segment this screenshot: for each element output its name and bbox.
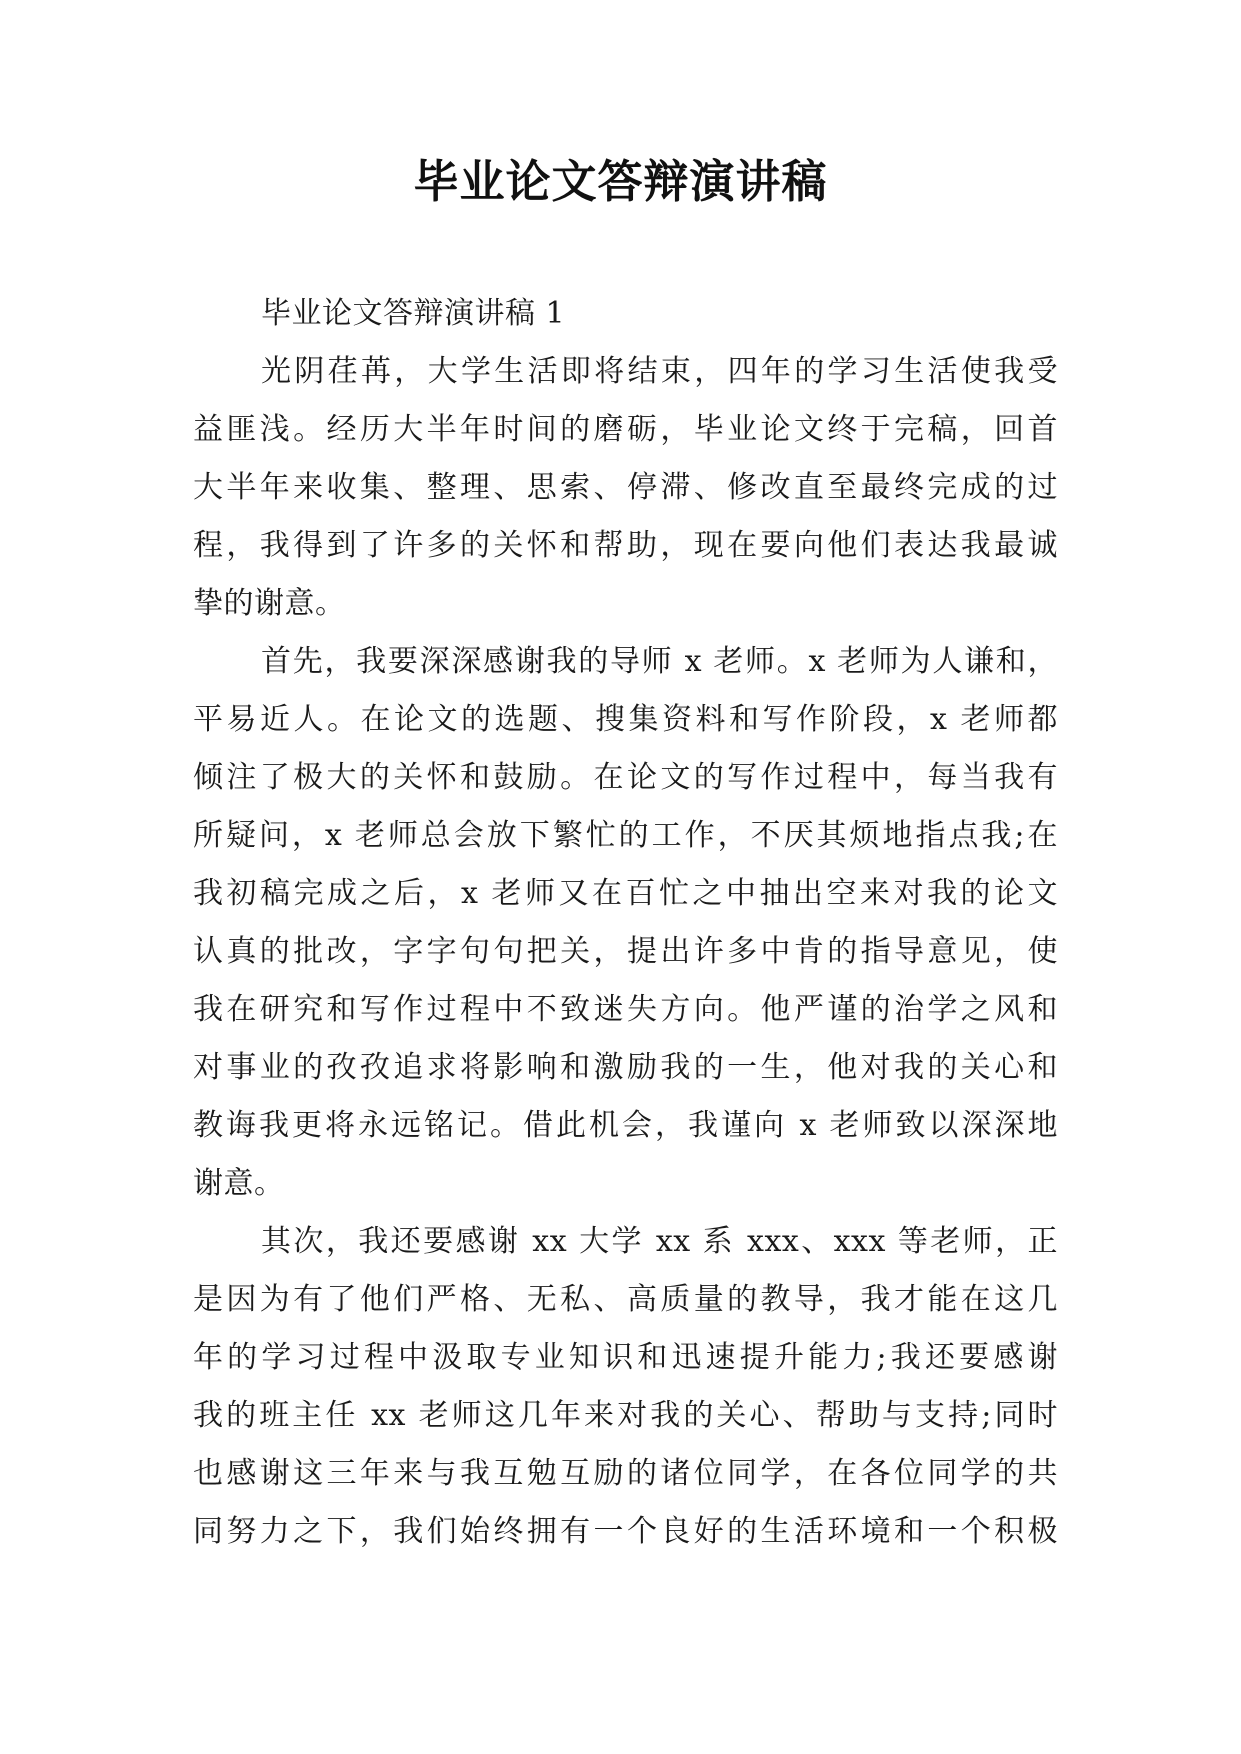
section-heading: 毕业论文答辩演讲稿 1 [261,296,566,331]
paragraph-line: 教诲我更将永远铭记。借此机会，我谨向 x 老师致以深深地 [193,1108,1058,1143]
paragraph-line: 首先，我要深深感谢我的导师 x 老师。x 老师为人谦和， [261,644,1058,679]
paragraph-line: 大半年来收集、整理、思索、停滞、修改直至最终完成的过 [193,470,1058,505]
paragraph-line: 益匪浅。经历大半年时间的磨砺，毕业论文终于完稿，回首 [193,412,1058,447]
paragraph-line: 平易近人。在论文的选题、搜集资料和写作阶段，x 老师都 [193,702,1058,737]
document-title: 毕业论文答辩演讲稿 [413,155,828,208]
paragraph-line: 认真的批改，字字句句把关，提出许多中肯的指导意见，使 [193,934,1058,969]
document-body [193,285,1058,1561]
paragraph-line: 程，我得到了许多的关怀和帮助，现在要向他们表达我最诚 [193,528,1058,563]
paragraph-line: 也感谢这三年来与我互勉互励的诸位同学，在各位同学的共 [193,1456,1058,1491]
paragraph-line: 我初稿完成之后，x 老师又在百忙之中抽出空来对我的论文 [193,876,1058,911]
paragraph-line: 所疑问，x 老师总会放下繁忙的工作，不厌其烦地指点我;在 [193,818,1058,853]
paragraph-line: 其次，我还要感谢 xx 大学 xx 系 xxx、xxx 等老师，正 [261,1224,1058,1259]
paragraph-line: 是因为有了他们严格、无私、高质量的教导，我才能在这几 [193,1282,1058,1317]
paragraph-line: 谢意。 [193,1166,285,1201]
paragraph-line: 倾注了极大的关怀和鼓励。在论文的写作过程中，每当我有 [193,760,1058,795]
paragraph-line: 对事业的孜孜追求将影响和激励我的一生，他对我的关心和 [193,1050,1058,1085]
paragraph-line: 年的学习过程中汲取专业知识和迅速提升能力;我还要感谢 [193,1340,1058,1375]
paragraph-line: 我的班主任 xx 老师这几年来对我的关心、帮助与支持;同时 [193,1398,1058,1433]
paragraph-line: 光阴荏苒，大学生活即将结束，四年的学习生活使我受 [261,354,1058,389]
paragraph-line: 同努力之下，我们始终拥有一个良好的生活环境和一个积极 [193,1514,1058,1549]
paragraph-line: 挚的谢意。 [193,586,346,621]
paragraph-line: 我在研究和写作过程中不致迷失方向。他严谨的治学之风和 [193,992,1058,1027]
